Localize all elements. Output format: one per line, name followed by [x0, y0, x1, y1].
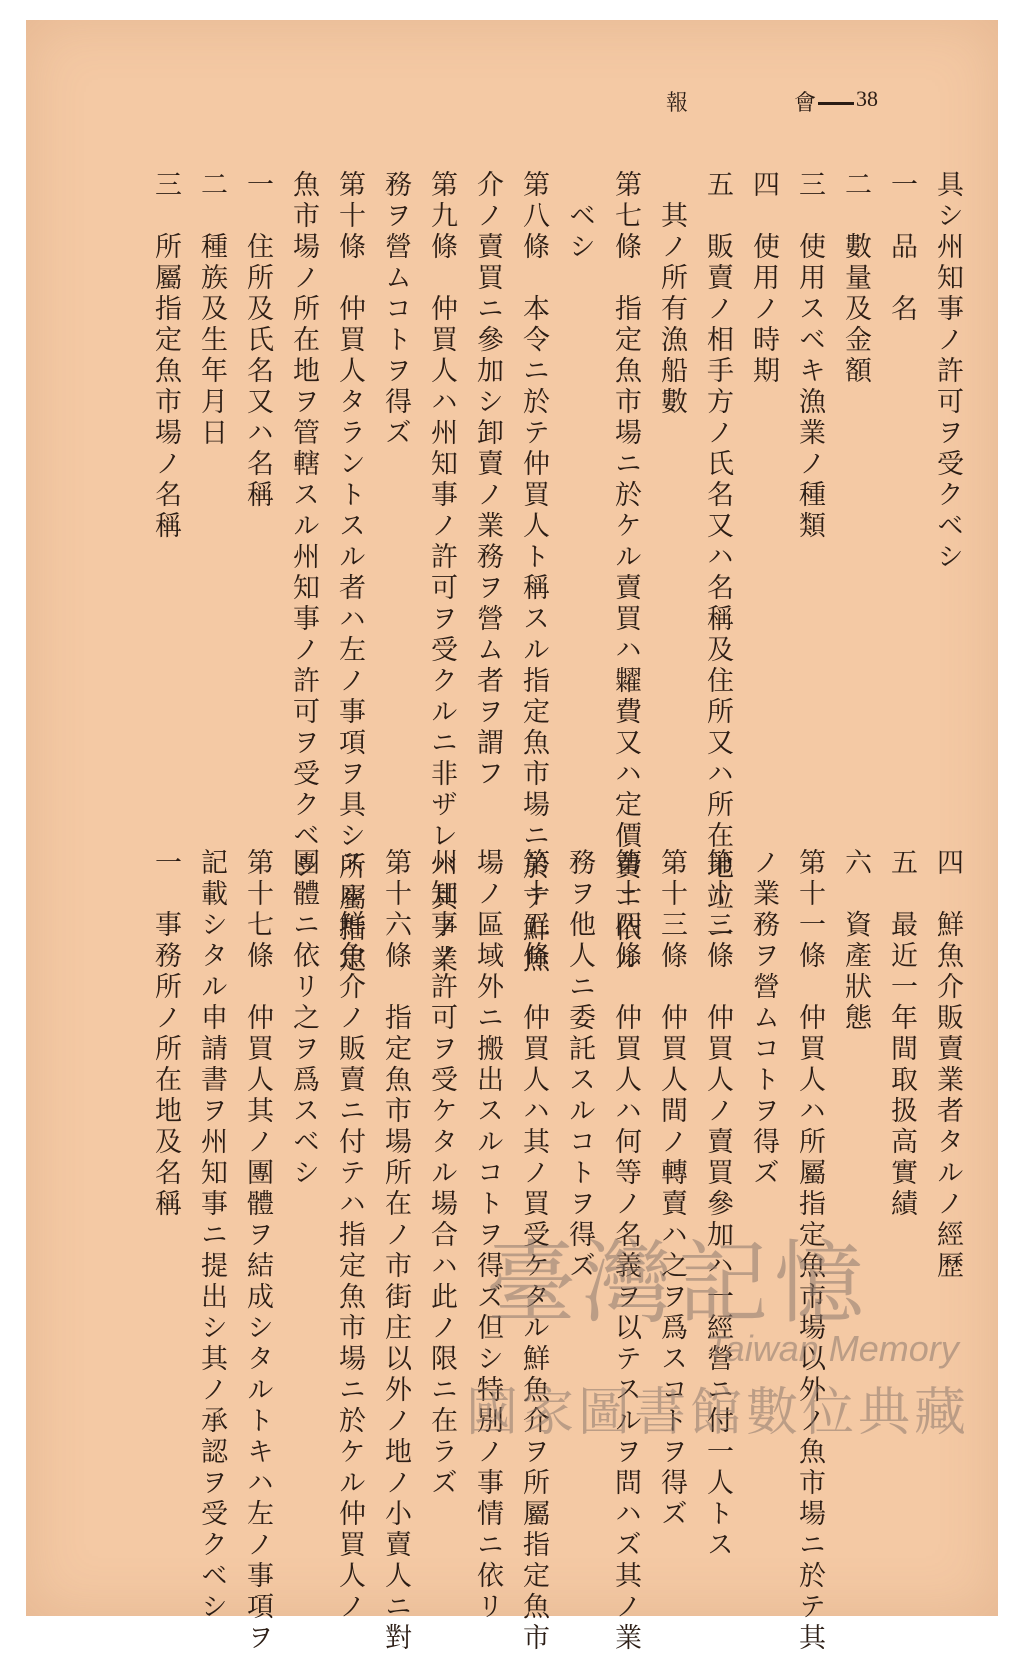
- text-line: 一 品 名: [886, 170, 917, 325]
- text-line: 第十七條 仲買人其ノ團體ヲ結成シタルトキハ左ノ事項ヲ: [242, 848, 273, 1654]
- text-line: 具シ州知事ノ許可ヲ受クベシ: [932, 170, 963, 573]
- text-line: 其ノ所有漁船數: [656, 170, 687, 418]
- text-line: 務ヲ他人ニ委託スルコトヲ得ズ: [564, 848, 595, 1282]
- header-title-right: 會: [794, 91, 817, 116]
- watermark-english-text: Taiwan Memory: [706, 1328, 959, 1369]
- text-line: ベシ: [564, 170, 595, 263]
- document-page: [26, 20, 998, 1654]
- text-line: 魚市場ノ所在地ヲ管轄スル州知事ノ許可ヲ受クベシ: [288, 170, 319, 883]
- text-line: 四 使用ノ時期: [748, 170, 779, 387]
- text-line: 二 數量及金額: [840, 170, 871, 387]
- text-line: 記載シタル申請書ヲ州知事ニ提出シ其ノ承認ヲ受クベシ: [196, 848, 227, 1623]
- text-line: 第十三條 仲買人間ノ轉賣ハ之ヲ爲スコトヲ得ズ: [656, 848, 687, 1530]
- text-line: 第十四條 仲買人ハ何等ノ名義ヲ以テスルヲ問ハズ其ノ業: [610, 848, 641, 1654]
- text-line: 三 所屬指定魚市場ノ名稱: [150, 170, 181, 542]
- text-line: 六 資產狀態: [840, 848, 871, 1034]
- text-line: 第九條 仲買人ハ州知事ノ許可ヲ受クルニ非ザレバ其ノ業: [426, 170, 457, 976]
- text-line: 二 種族及生年月日: [196, 170, 227, 449]
- text-line: 第十一條 仲買人ハ所屬指定魚市場以外ノ魚市場ニ於テ其: [794, 848, 825, 1654]
- text-line: 五 最近一年間取扱高實績: [886, 848, 917, 1220]
- library-watermark: [456, 1210, 976, 1450]
- text-line: 第八條 本令ニ於テ仲買人ト稱スル指定魚市場ニ於テ鮮魚: [518, 170, 549, 976]
- text-line: 第十六條 指定魚市場所在ノ市街庄以外ノ地ノ小賣人ニ對: [380, 848, 411, 1654]
- text-line: 第十二條 仲買人ノ賣買參加ハ一經營ニ付一人トス: [702, 848, 733, 1561]
- text-line: 第七條 指定魚市場ニ於ケル賣買ハ糶費又ハ定價費ニ依ル: [610, 170, 641, 976]
- text-line: 團體ニ依リ之ヲ爲スベシ: [288, 848, 319, 1189]
- text-line: 州知事ノ許可ヲ受ケタル場合ハ此ノ限ニ在ラズ: [426, 848, 457, 1499]
- text-line: 第十條 仲買人タラントスル者ハ左ノ事項ヲ具シ所屬指定: [334, 170, 365, 976]
- text-line: 第十五條 仲買人ハ其ノ買受ケタル鮮魚介ヲ所屬指定魚市: [518, 848, 549, 1654]
- text-line: ノ業務ヲ營ムコトヲ得ズ: [748, 848, 779, 1189]
- header-title-left: 報: [666, 91, 689, 116]
- watermark-main-text: 臺灣記憶: [486, 1231, 870, 1336]
- watermark-sub-text: 國家圖書館數位典藏: [466, 1383, 971, 1443]
- page-number: 38: [856, 86, 878, 111]
- text-line: 三 使用スベキ漁業ノ種類: [794, 170, 825, 542]
- header-rule: [818, 102, 854, 105]
- page-header: [26, 82, 998, 122]
- text-line: 四 鮮魚介販賣業者タルノ經歷: [932, 848, 963, 1282]
- text-line: 務ヲ營ムコトヲ得ズ: [380, 170, 411, 449]
- text-line: 一 事務所ノ所在地及名稱: [150, 848, 181, 1220]
- text-line: スル鮮魚介ノ販賣ニ付テハ指定魚市場ニ於ケル仲買人ノ: [334, 848, 365, 1623]
- text-line: 介ノ賣買ニ參加シ卸賣ノ業務ヲ營ム者ヲ謂フ: [472, 170, 503, 790]
- text-line: 五 販賣ノ相手方ノ氏名又ハ名稱及住所又ハ所在地竝ニ: [702, 170, 733, 945]
- text-line: 一 住所及氏名又ハ名稱: [242, 170, 273, 511]
- text-line: 場ノ區域外ニ搬出スルコトヲ得ズ但シ特別ノ事情ニ依リ: [472, 848, 503, 1623]
